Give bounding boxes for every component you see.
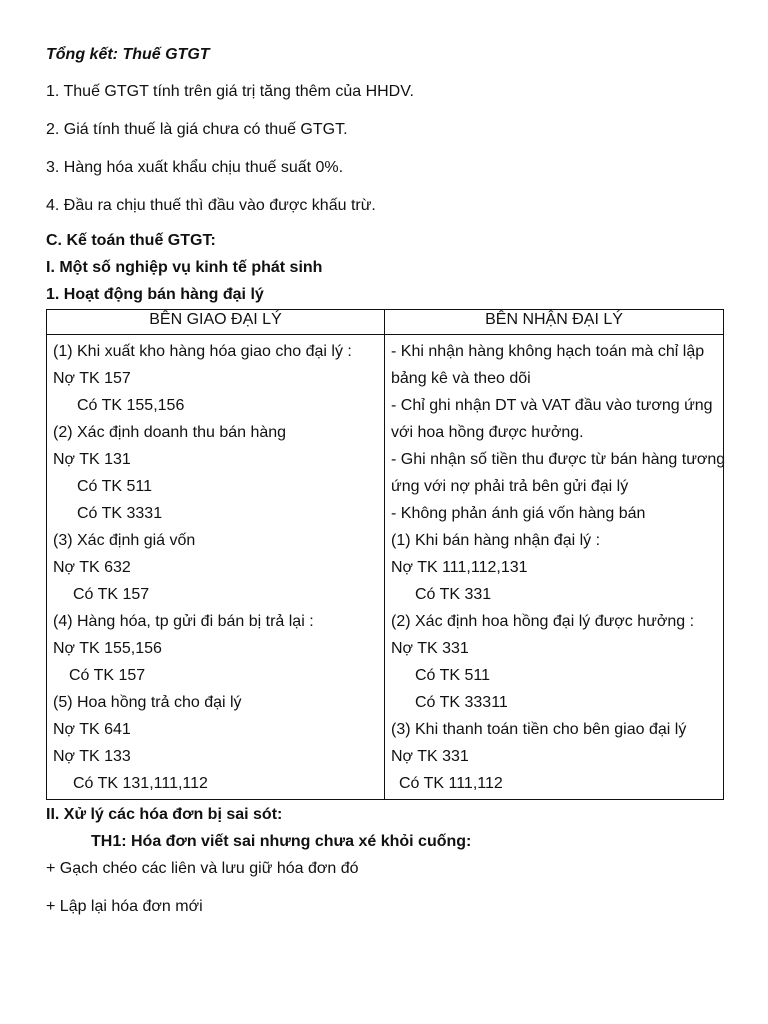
left-line: Nợ TK 131	[53, 451, 131, 468]
left-line: Có TK 157	[69, 667, 146, 684]
left-line: (5) Hoa hồng trả cho đại lý	[53, 694, 242, 711]
left-line: (1) Khi xuất kho hàng hóa giao cho đại lý :	[53, 343, 352, 360]
left-line: Nợ TK 155,156	[53, 640, 162, 657]
header-agent-giver: BÊN GIAO ĐẠI LÝ	[47, 310, 385, 335]
agent-giver-cell	[47, 335, 385, 800]
step-1: + Gạch chéo các liên và lưu giữ hóa đơn đó	[46, 860, 359, 877]
right-line: Có TK 331	[415, 586, 492, 603]
left-line: Có TK 511	[77, 478, 153, 495]
left-line: (2) Xác định doanh thu bán hàng	[53, 424, 287, 441]
table-header-row	[47, 310, 724, 335]
agency-sales-table	[46, 309, 724, 800]
right-line: với hoa hồng được hưởng.	[391, 424, 584, 441]
rule-4: 4. Đầu ra chịu thuế thì đầu vào được khấu trừ.	[46, 197, 376, 214]
left-line: Có TK 3331	[77, 505, 163, 522]
rule-2: 2. Giá tính thuế là giá chưa có thuế GTGT.	[46, 121, 348, 138]
right-line: (3) Khi thanh toán tiền cho bên giao đại lý	[391, 721, 687, 738]
left-line: Nợ TK 157	[53, 370, 131, 387]
right-line: Nợ TK 331	[391, 640, 469, 657]
right-line: Nợ TK 111,112,131	[391, 559, 528, 576]
right-line: Có TK 111,112	[399, 775, 503, 792]
right-line: (2) Xác định hoa hồng đại lý được hưởng :	[391, 613, 695, 630]
left-line: Nợ TK 632	[53, 559, 131, 576]
right-line: ứng với nợ phải trả bên gửi đại lý	[391, 478, 629, 495]
document-page	[46, 44, 726, 934]
left-line: Có TK 155,156	[77, 397, 185, 414]
document-title: Tổng kết: Thuế GTGT	[46, 46, 210, 63]
section-ii-heading: II. Xử lý các hóa đơn bị sai sót:	[46, 806, 283, 823]
right-line: (1) Khi bán hàng nhận đại lý :	[391, 532, 601, 549]
right-line: - Ghi nhận số tiền thu được từ bán hàng tương	[391, 451, 726, 468]
right-line: Có TK 511	[415, 667, 491, 684]
th1-heading: TH1: Hóa đơn viết sai nhưng chưa xé khỏi cuống:	[91, 833, 472, 850]
left-line: Có TK 157	[73, 586, 150, 603]
rule-3: 3. Hàng hóa xuất khẩu chịu thuế suất 0%.	[46, 159, 344, 176]
step-2: + Lập lại hóa đơn mới	[46, 898, 203, 915]
right-line: - Khi nhận hàng không hạch toán mà chỉ lập	[391, 343, 705, 360]
right-line: Nợ TK 331	[391, 748, 469, 765]
left-line: Có TK 131,111,112	[73, 775, 208, 792]
table-body-row	[47, 335, 724, 800]
left-line: (3) Xác định giá vốn	[53, 532, 196, 549]
right-line: Có TK 33311	[415, 694, 508, 711]
section-1-heading: 1. Hoạt động bán hàng đại lý	[46, 286, 264, 303]
right-line: - Chỉ ghi nhận DT và VAT đầu vào tương ứng	[391, 397, 713, 414]
section-c-heading: C. Kế toán thuế GTGT:	[46, 232, 216, 249]
right-line: bảng kê và theo dõi	[391, 370, 531, 387]
left-line: (4) Hàng hóa, tp gửi đi bán bị trả lại :	[53, 613, 314, 630]
agent-receiver-cell	[385, 335, 724, 800]
header-agent-receiver: BÊN NHẬN ĐẠI LÝ	[385, 310, 724, 335]
section-i-heading: I. Một số nghiệp vụ kinh tế phát sinh	[46, 259, 323, 276]
left-line: Nợ TK 641	[53, 721, 131, 738]
left-line: Nợ TK 133	[53, 748, 131, 765]
rule-1: 1. Thuế GTGT tính trên giá trị tăng thêm của HHDV.	[46, 83, 414, 100]
right-line: - Không phản ánh giá vốn hàng bán	[391, 505, 646, 522]
